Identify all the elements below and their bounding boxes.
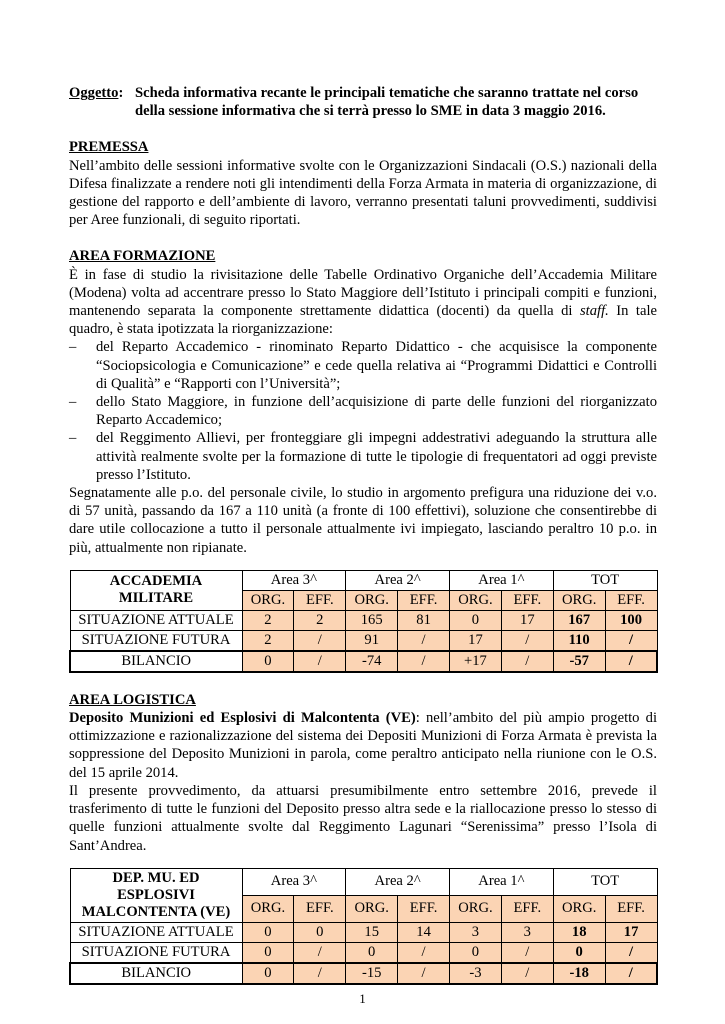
subject-text: Scheda informativa recante le principali tematiche che saranno trattate nel corso della sessione informativa che si terrà presso lo SME in data 3 maggio 2016. (135, 85, 639, 120)
column-header: EFF. (294, 590, 346, 610)
table-cell: -3 (450, 963, 502, 984)
table-row (70, 963, 657, 984)
table-cell: -15 (346, 963, 398, 984)
subject-label: Oggetto: (69, 85, 124, 101)
table-cell: 17 (605, 922, 657, 942)
formazione-list (69, 338, 657, 484)
table-cell: / (605, 630, 657, 651)
row-label: SITUAZIONE ATTUALE (70, 922, 242, 942)
logistica-para1: Deposito Munizioni ed Esplosivi di Malcontenta (VE): nell’ambito del più ampio progetto di ottimizzazione e razionalizzazione del sistema dei Depositi Munizioni di Forza Armata è prevista la soppressione del Deposito Munizioni in parola, come peraltro anticipato nella riunione con le O.S. del 15 aprile 2014. (69, 710, 657, 781)
table-cell: / (501, 963, 553, 984)
column-group: Area 3^ (242, 570, 346, 590)
table-cell: 3 (501, 922, 553, 942)
table-cell: / (294, 651, 346, 672)
page-number: 1 (359, 991, 366, 1006)
table-cell: 110 (553, 630, 605, 651)
column-header: EFF. (294, 895, 346, 922)
table-cell: 17 (501, 610, 553, 630)
malcontenta-table (69, 868, 658, 985)
table-cell: / (294, 630, 346, 651)
table-cell: 2 (242, 630, 294, 651)
table-name: ACCADEMIA MILITARE (70, 570, 242, 610)
table-cell: 2 (294, 610, 346, 630)
column-group: Area 1^ (450, 570, 554, 590)
column-header: EFF. (501, 895, 553, 922)
table-cell: / (501, 630, 553, 651)
column-header: ORG. (553, 590, 605, 610)
table-cell: 100 (605, 610, 657, 630)
table-cell: / (605, 651, 657, 672)
formazione-intro: È in fase di studio la rivisitazione delle Tabelle Ordinativo Organiche dell’Accademia Militare (Modena) volta ad accentrare presso lo Stato Maggiore dell’Istituto i principali compiti e funzioni, mantenendo separata la componente strettamente didattica (docenti) da quella di staff. In tale quadro, è stata ipotizzata la riorganizzazione: (69, 266, 657, 338)
premessa-text: Nell’ambito delle sessioni informative svolte con le Organizzazioni Sindacali (O.S.) nazionali della Difesa finalizzate a rendere noti gli intendimenti della Forza Armata in materia di organizzazione, di gestione del rapporto e dell’ambiente di lavoro, verranno presentati taluni provvedimenti, suddivisi per Aree funzionali, di seguito riportati. (69, 157, 657, 229)
column-header: EFF. (605, 895, 657, 922)
column-header: ORG. (242, 895, 294, 922)
table-row (70, 942, 657, 963)
table-cell: / (398, 942, 450, 963)
table-cell: -57 (553, 651, 605, 672)
column-header: ORG. (553, 895, 605, 922)
column-header: ORG. (242, 590, 294, 610)
row-label: SITUAZIONE FUTURA (70, 942, 242, 963)
formazione-heading: AREA FORMAZIONE (69, 248, 216, 265)
table-name: DEP. MU. ED ESPLOSIVI MALCONTENTA (VE) (70, 868, 242, 922)
table-cell: 0 (242, 651, 294, 672)
table-row (70, 630, 657, 651)
row-label: SITUAZIONE ATTUALE (70, 610, 242, 630)
list-item: – del Reggimento Allievi, per fronteggiare gli impegni addestrativi adeguando la struttura alle attività realmente svolte per la formazione di tutte le tipologie di frequentatori ad oggi previste presso l’Istituto. (69, 429, 657, 484)
column-group: TOT (553, 868, 657, 895)
table-cell: 0 (450, 942, 502, 963)
table-cell: / (398, 630, 450, 651)
column-group: Area 1^ (450, 868, 554, 895)
table-cell: / (294, 942, 346, 963)
table-row (70, 610, 657, 630)
column-header: EFF. (605, 590, 657, 610)
column-header: EFF. (398, 895, 450, 922)
column-header: ORG. (346, 590, 398, 610)
table-cell: 17 (450, 630, 502, 651)
table-cell: 91 (346, 630, 398, 651)
column-header: ORG. (450, 590, 502, 610)
table-cell: +17 (450, 651, 502, 672)
premessa-heading: PREMESSA (69, 139, 149, 156)
table-cell: 81 (398, 610, 450, 630)
logistica-para2: Il presente provvedimento, da attuarsi presumibilmente entro settembre 2016, prevede il trasferimento di tutte le funzioni del Deposito presso altra sede e la riallocazione presso lo stesso di quelle funzioni attualmente svolte dal Reggimento Lagunari “Serenissima” presso l’Isola di Sant’Andrea. (69, 782, 657, 854)
column-header: ORG. (450, 895, 502, 922)
table-cell: 0 (242, 922, 294, 942)
column-group: Area 3^ (242, 868, 346, 895)
table-cell: 0 (242, 942, 294, 963)
column-header: EFF. (398, 590, 450, 610)
row-label: BILANCIO (70, 651, 242, 672)
column-header: EFF. (501, 590, 553, 610)
table-cell: 14 (398, 922, 450, 942)
table-cell: / (398, 963, 450, 984)
table-cell: / (605, 963, 657, 984)
table-cell: / (501, 942, 553, 963)
table-cell: / (294, 963, 346, 984)
row-label: BILANCIO (70, 963, 242, 984)
column-group: TOT (553, 570, 657, 590)
document-page (69, 84, 657, 985)
table-cell: 0 (450, 610, 502, 630)
table-cell: -74 (346, 651, 398, 672)
table-cell: 165 (346, 610, 398, 630)
table-cell: / (605, 942, 657, 963)
table-cell: 3 (450, 922, 502, 942)
table-cell: / (501, 651, 553, 672)
table-cell: -18 (553, 963, 605, 984)
logistica-heading: AREA LOGISTICA (69, 691, 196, 708)
table-cell: 2 (242, 610, 294, 630)
table-cell: / (398, 651, 450, 672)
table-cell: 18 (553, 922, 605, 942)
list-item: – del Reparto Accademico - rinominato Reparto Didattico - che acquisisce la componente “Sociopsicologia e Comunicazione” e cede quella relativa ai “Programmi Didattici e Controlli di Qualità” e “Rapporti con l’Università”; (69, 338, 657, 393)
table-cell: 0 (242, 963, 294, 984)
column-group: Area 2^ (346, 868, 450, 895)
list-item: – dello Stato Maggiore, in funzione dell’acquisizione di parte delle funzioni del riorganizzato Reparto Accademico; (69, 393, 657, 429)
table-cell: 167 (553, 610, 605, 630)
table-row (70, 922, 657, 942)
accademia-table (69, 570, 658, 673)
column-header: ORG. (346, 895, 398, 922)
table-cell: 0 (553, 942, 605, 963)
table-row (70, 651, 657, 672)
table-cell: 15 (346, 922, 398, 942)
column-group: Area 2^ (346, 570, 450, 590)
subject-block (69, 84, 657, 120)
table-cell: 0 (346, 942, 398, 963)
table-cell: 0 (294, 922, 346, 942)
formazione-closing: Segnatamente alle p.o. del personale civile, lo studio in argomento prefigura una riduzione dei v.o. di 57 unità, passando da 167 a 110 unità (a fronte di 100 effettivi), soluzione che consentirebbe di dare utile collocazione a tutto il personale attualmente ivi impiegato, lasciando peraltro 10 p.o. in più, attualmente non ripianate. (69, 485, 657, 556)
row-label: SITUAZIONE FUTURA (70, 630, 242, 651)
